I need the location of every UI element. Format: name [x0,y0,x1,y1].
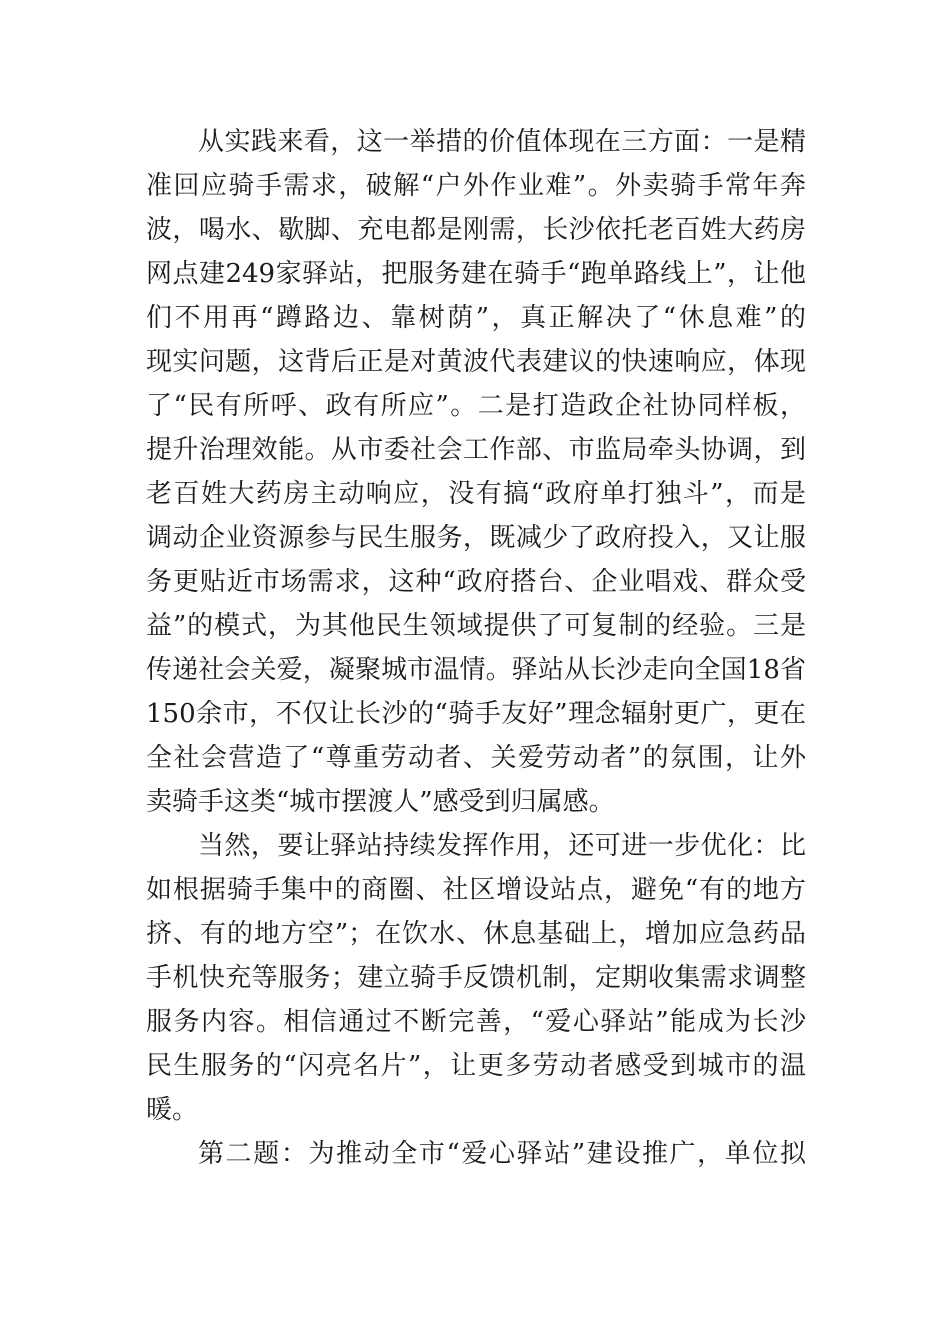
paragraph-1-line-5: 们不用再“蹲路边、靠树荫”，真正解决了“休息难”的 [146,303,806,333]
paragraph-1-line-13: 传递社会关爱，凝聚城市温情。驿站从长沙走向全国18省 [146,655,806,685]
paragraph-1-line-7: 了“民有所呼、政有所应”。二是打造政企社协同样板， [146,391,806,421]
paragraph-1-line-4: 网点建249家驿站，把服务建在骑手“跑单路线上”，让他 [146,259,806,289]
paragraph-1-line-10: 调动企业资源参与民生服务，既减少了政府投入，又让服 [146,523,806,553]
paragraph-1-line-1: 从实践来看，这一举措的价值体现在三方面：一是精 [198,127,806,157]
paragraph-1-line-14: 150余市，不仅让长沙的“骑手友好”理念辐射更广，更在 [146,699,806,729]
paragraph-1-line-9: 老百姓大药房主动响应，没有搞“政府单打独斗”，而是 [146,479,806,509]
paragraph-1-line-12: 益”的模式，为其他民生领域提供了可复制的经验。三是 [146,611,806,641]
paragraph-3-line-1: 第二题：为推动全市“爱心驿站”建设推广，单位拟 [198,1139,806,1169]
paragraph-2-line-5: 服务内容。相信通过不断完善，“爱心驿站”能成为长沙 [146,1007,806,1037]
paragraph-2-line-6: 民生服务的“闪亮名片”，让更多劳动者感受到城市的温 [146,1051,806,1081]
paragraph-2-line-2: 如根据骑手集中的商圈、社区增设站点，避免“有的地方 [146,875,806,905]
paragraph-1-line-8: 提升治理效能。从市委社会工作部、市监局牵头协调，到 [146,435,806,465]
paragraph-1-line-16: 卖骑手这类“城市摆渡人”感受到归属感。 [146,787,615,817]
paragraph-2-line-4: 手机快充等服务；建立骑手反馈机制，定期收集需求调整 [146,963,806,993]
paragraph-1-line-11: 务更贴近市场需求，这种“政府搭台、企业唱戏、群众受 [146,567,806,597]
paragraph-2-line-1: 当然，要让驿站持续发挥作用，还可进一步优化：比 [198,831,806,861]
paragraph-1-line-15: 全社会营造了“尊重劳动者、关爱劳动者”的氛围，让外 [146,743,806,773]
paragraph-1-line-3: 波，喝水、歇脚、充电都是刚需，长沙依托老百姓大药房 [146,215,806,245]
paragraph-1-line-2: 准回应骑手需求，破解“户外作业难”。外卖骑手常年奔 [146,171,806,201]
paragraph-1-line-6: 现实问题，这背后正是对黄波代表建议的快速响应，体现 [146,347,806,377]
paragraph-2-line-7: 暖。 [146,1095,199,1125]
paragraph-2-line-3: 挤、有的地方空”；在饮水、休息基础上，增加应急药品 [146,919,806,949]
